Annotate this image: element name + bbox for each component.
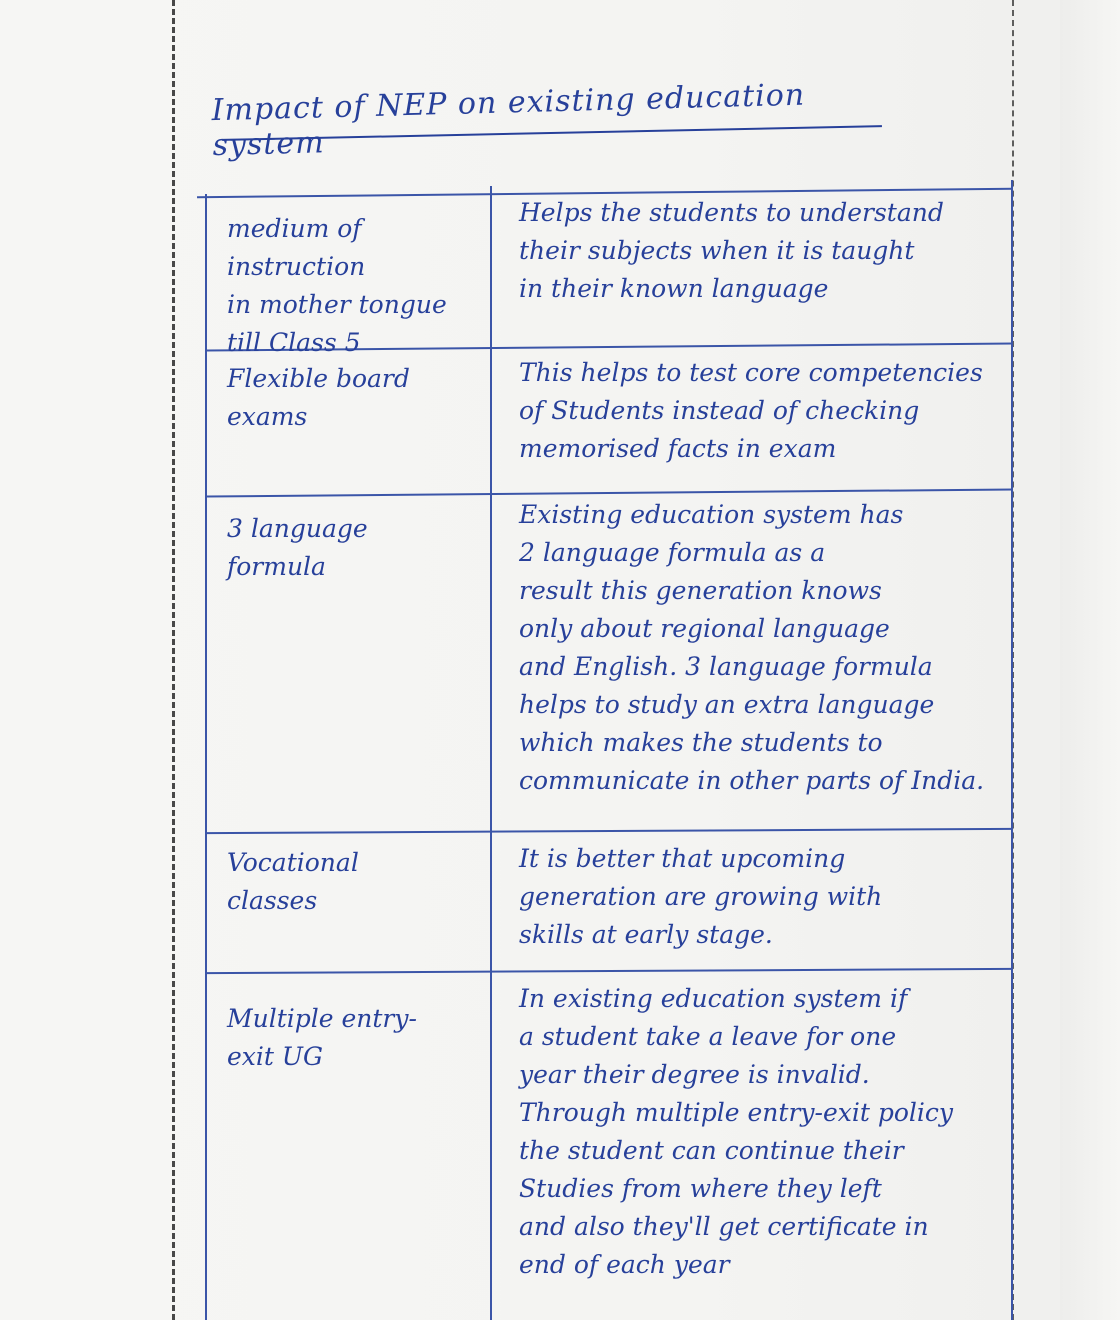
row-impact: Helps the students to understand their subjects when it is taught in their known language (519, 198, 944, 303)
row-topic: Flexible board exams (227, 364, 410, 431)
table-left-border (205, 194, 207, 1320)
row-impact: It is better that upcoming generation are growing with skills at early stage. (519, 844, 883, 949)
row-impact: Existing education system has 2 language formula as a result this generation knows only about regional language and English. 3 language formula helps to study an extra language which makes the students to communicate in other parts of India. (519, 500, 985, 795)
row-topic: Multiple entry- exit UG (227, 1004, 417, 1071)
row-impact: In existing education system if a student take a leave for one year their degree is invalid. Through multiple entry-exit policy the student can continue their Studies from where they left and also they'll get certificate in end of each year (519, 984, 954, 1279)
page-edge (1060, 0, 1120, 1320)
row-topic: medium of instruction in mother tongue till Class 5 (227, 214, 447, 357)
comparison-table (197, 180, 1019, 1320)
row-impact: This helps to test core competencies of Students instead of checking memorised facts in exam (519, 358, 983, 463)
row-topic: 3 language formula (227, 514, 368, 581)
row-topic: Vocational classes (227, 848, 359, 915)
page-title: Impact of NEP on existing education system (211, 77, 806, 164)
row-divider (207, 968, 1013, 974)
column-divider (490, 186, 492, 1320)
table-right-border (1011, 180, 1013, 1320)
row-divider (207, 828, 1013, 834)
left-margin-line (172, 0, 175, 1320)
